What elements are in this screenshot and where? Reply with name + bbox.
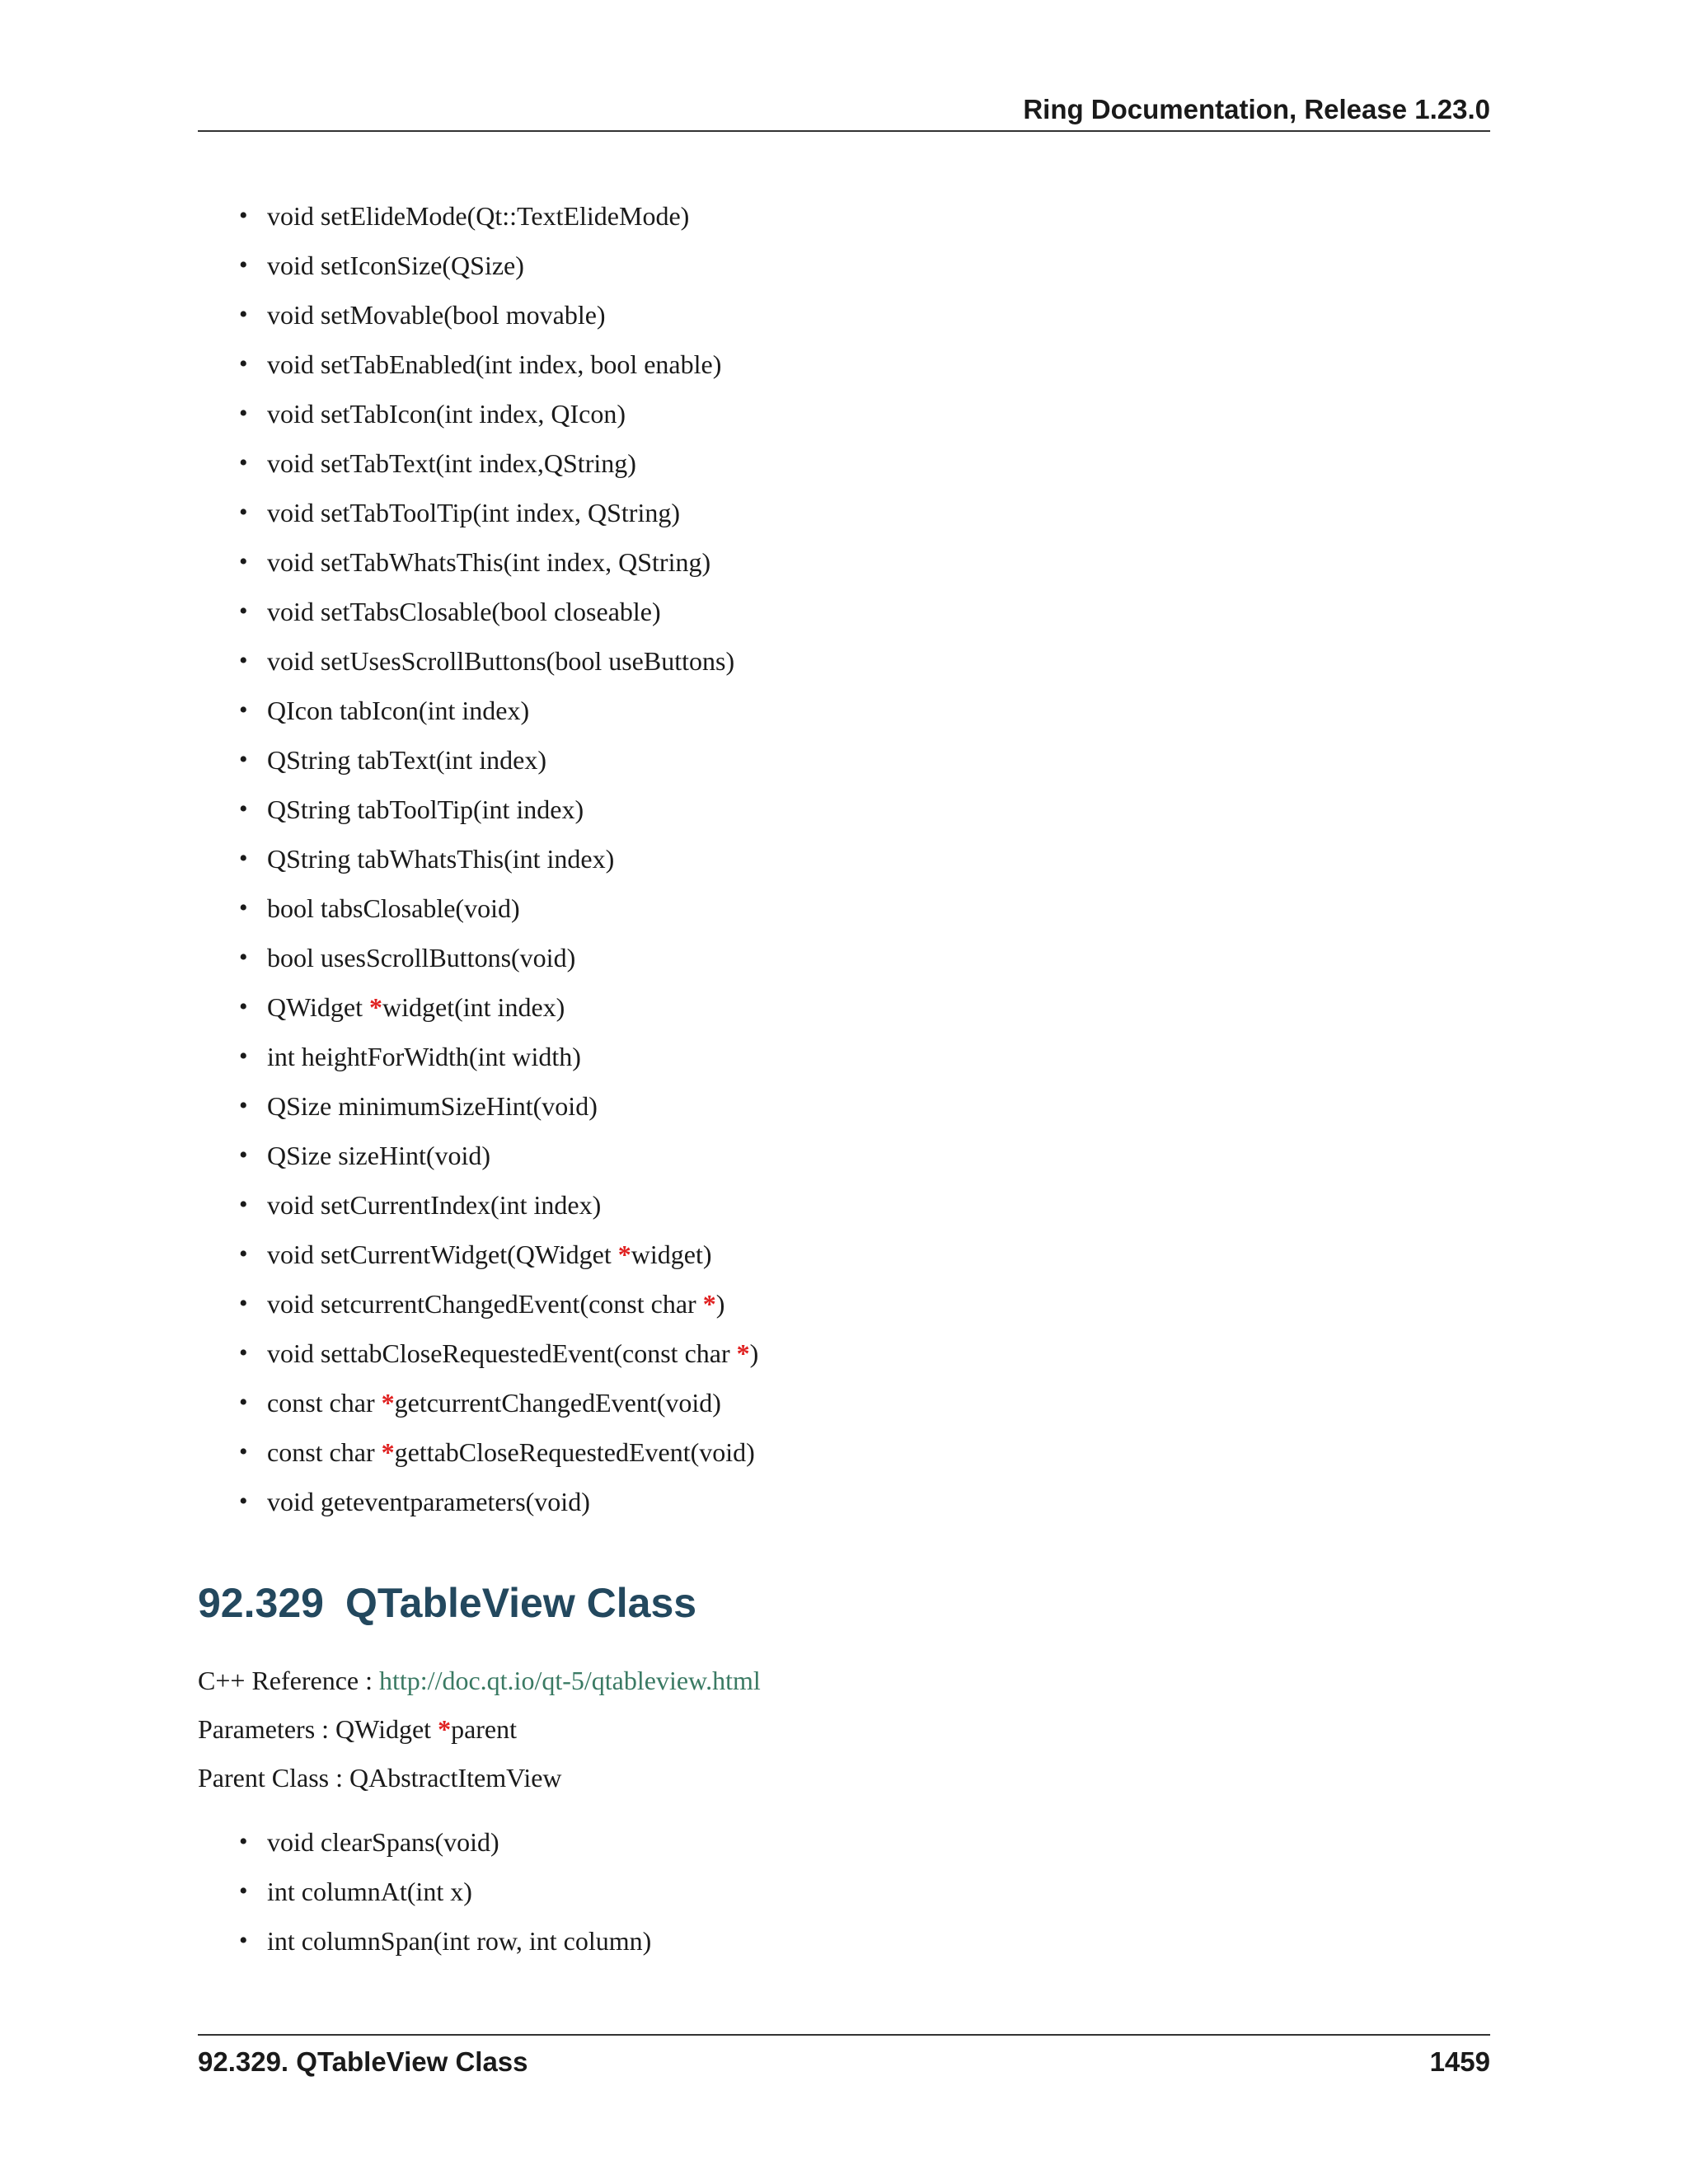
bullet-icon: • [239, 449, 248, 476]
method-item [239, 883, 758, 933]
method-item [239, 438, 758, 488]
method-signature-rest: gettabCloseRequestedEvent(void) [394, 1437, 755, 1467]
parameters-text: Parameters : QWidget [198, 1714, 438, 1744]
pointer-asterisk: * [438, 1714, 452, 1744]
method-signature: const char [267, 1437, 382, 1467]
bullet-icon: • [239, 1828, 248, 1855]
cpp-reference-link[interactable]: http://doc.qt.io/qt-5/qtableview.html [379, 1666, 761, 1695]
method-item [239, 1131, 758, 1180]
section-title: QTableView Class [345, 1580, 697, 1626]
bullet-icon: • [239, 894, 248, 921]
bullet-icon: • [239, 548, 248, 575]
method-item [239, 191, 758, 241]
method-item [239, 686, 758, 735]
method-signature: void setTabsClosable(bool closeable) [267, 597, 661, 626]
cpp-reference-label: C++ Reference : [198, 1666, 379, 1695]
method-signature-rest: widget) [631, 1240, 712, 1269]
pointer-asterisk: * [381, 1437, 395, 1467]
method-item [239, 290, 758, 340]
parameters-line [198, 1704, 517, 1754]
method-signature: void setCurrentIndex(int index) [267, 1190, 602, 1220]
footer-section-title: 92.329. QTableView Class [198, 2046, 528, 2077]
section-number: 92.329 [198, 1580, 324, 1626]
method-item [239, 933, 758, 982]
method-signature-rest: ) [715, 1289, 725, 1319]
bullet-icon: • [239, 647, 248, 674]
method-signature-rest: ) [749, 1338, 759, 1368]
bullet-icon: • [239, 1438, 248, 1465]
method-item [239, 340, 758, 389]
method-item [239, 1867, 651, 1916]
bullet-icon: • [239, 350, 248, 377]
bullet-icon: • [239, 696, 248, 724]
method-item [239, 982, 758, 1032]
bullet-icon: • [239, 1488, 248, 1515]
method-item [239, 537, 758, 587]
pointer-asterisk: * [369, 992, 383, 1022]
parent-class-line [198, 1753, 562, 1802]
pointer-asterisk: * [736, 1338, 750, 1368]
bullet-icon: • [239, 1389, 248, 1416]
qtabwidget-method-list [239, 191, 758, 1526]
method-signature: int heightForWidth(int width) [267, 1042, 581, 1071]
bullet-icon: • [239, 1290, 248, 1317]
method-signature: int columnSpan(int row, int column) [267, 1926, 652, 1956]
method-signature: void geteventparameters(void) [267, 1487, 590, 1516]
method-signature: void setTabEnabled(int index, bool enable) [267, 349, 722, 379]
method-item [239, 1477, 758, 1526]
bullet-icon: • [239, 598, 248, 625]
bullet-icon: • [239, 1339, 248, 1366]
bullet-icon: • [239, 1191, 248, 1218]
pointer-asterisk: * [617, 1240, 631, 1269]
page-header [198, 89, 1490, 132]
method-signature: QSize minimumSizeHint(void) [267, 1091, 598, 1121]
method-item [239, 389, 758, 438]
bullet-icon: • [239, 1141, 248, 1169]
method-signature: QString tabText(int index) [267, 745, 547, 775]
method-item [239, 1378, 758, 1427]
bullet-icon: • [239, 301, 248, 328]
pointer-asterisk: * [702, 1289, 716, 1319]
page-footer [198, 2034, 1490, 2085]
bullet-icon: • [239, 1092, 248, 1119]
method-signature-rest: widget(int index) [382, 992, 565, 1022]
bullet-icon: • [239, 795, 248, 823]
bullet-icon: • [239, 845, 248, 872]
method-item [239, 1916, 651, 1966]
method-signature: void setElideMode(Qt::TextElideMode) [267, 201, 690, 231]
bullet-icon: • [239, 251, 248, 279]
method-item [239, 636, 758, 686]
method-signature: const char [267, 1388, 382, 1418]
method-signature-rest: getcurrentChangedEvent(void) [394, 1388, 721, 1418]
bullet-icon: • [239, 1877, 248, 1905]
page-number: 1459 [1429, 2046, 1490, 2077]
method-item [239, 785, 758, 834]
method-item [239, 834, 758, 883]
method-signature: void setMovable(bool movable) [267, 300, 606, 330]
pointer-asterisk: * [381, 1388, 395, 1418]
method-item [239, 1180, 758, 1230]
method-item [239, 488, 758, 537]
method-signature: QWidget [267, 992, 370, 1022]
bullet-icon: • [239, 202, 248, 229]
method-item [239, 587, 758, 636]
method-signature: void setTabToolTip(int index, QString) [267, 498, 680, 527]
method-item [239, 1817, 651, 1867]
method-item [239, 1329, 758, 1378]
bullet-icon: • [239, 944, 248, 971]
method-item [239, 1081, 758, 1131]
method-item [239, 1427, 758, 1477]
method-signature: void setIconSize(QSize) [267, 251, 524, 280]
method-item [239, 1032, 758, 1081]
section-heading [198, 1574, 696, 1632]
bullet-icon: • [239, 746, 248, 773]
bullet-icon: • [239, 1240, 248, 1268]
method-signature: void setcurrentChangedEvent(const char [267, 1289, 703, 1319]
method-signature: void clearSpans(void) [267, 1827, 499, 1857]
method-item [239, 735, 758, 785]
method-signature: bool usesScrollButtons(void) [267, 943, 576, 972]
document-title: Ring Documentation, Release 1.23.0 [1023, 94, 1490, 124]
method-signature: bool tabsClosable(void) [267, 893, 520, 923]
bullet-icon: • [239, 1043, 248, 1070]
method-signature: int columnAt(int x) [267, 1877, 472, 1906]
method-signature: void setTabText(int index,QString) [267, 448, 636, 478]
method-signature: QString tabToolTip(int index) [267, 794, 584, 824]
bullet-icon: • [239, 993, 248, 1020]
method-signature: QIcon tabIcon(int index) [267, 696, 530, 725]
method-signature: void setTabIcon(int index, QIcon) [267, 399, 626, 429]
method-item [239, 1230, 758, 1279]
parameters-name: parent [451, 1714, 518, 1744]
method-signature: void setCurrentWidget(QWidget [267, 1240, 618, 1269]
bullet-icon: • [239, 499, 248, 526]
parent-class-text: Parent Class : QAbstractItemView [198, 1763, 562, 1793]
bullet-icon: • [239, 400, 248, 427]
method-signature: void settabCloseRequestedEvent(const char [267, 1338, 737, 1368]
cpp-reference-line [198, 1656, 761, 1705]
method-signature: QSize sizeHint(void) [267, 1141, 491, 1170]
method-signature: void setTabWhatsThis(int index, QString) [267, 547, 711, 577]
method-item [239, 1279, 758, 1329]
method-signature: void setUsesScrollButtons(bool useButtons) [267, 646, 735, 676]
bullet-icon: • [239, 1927, 248, 1954]
method-signature: QString tabWhatsThis(int index) [267, 844, 615, 874]
qtableview-method-list [239, 1817, 651, 1966]
method-item [239, 241, 758, 290]
